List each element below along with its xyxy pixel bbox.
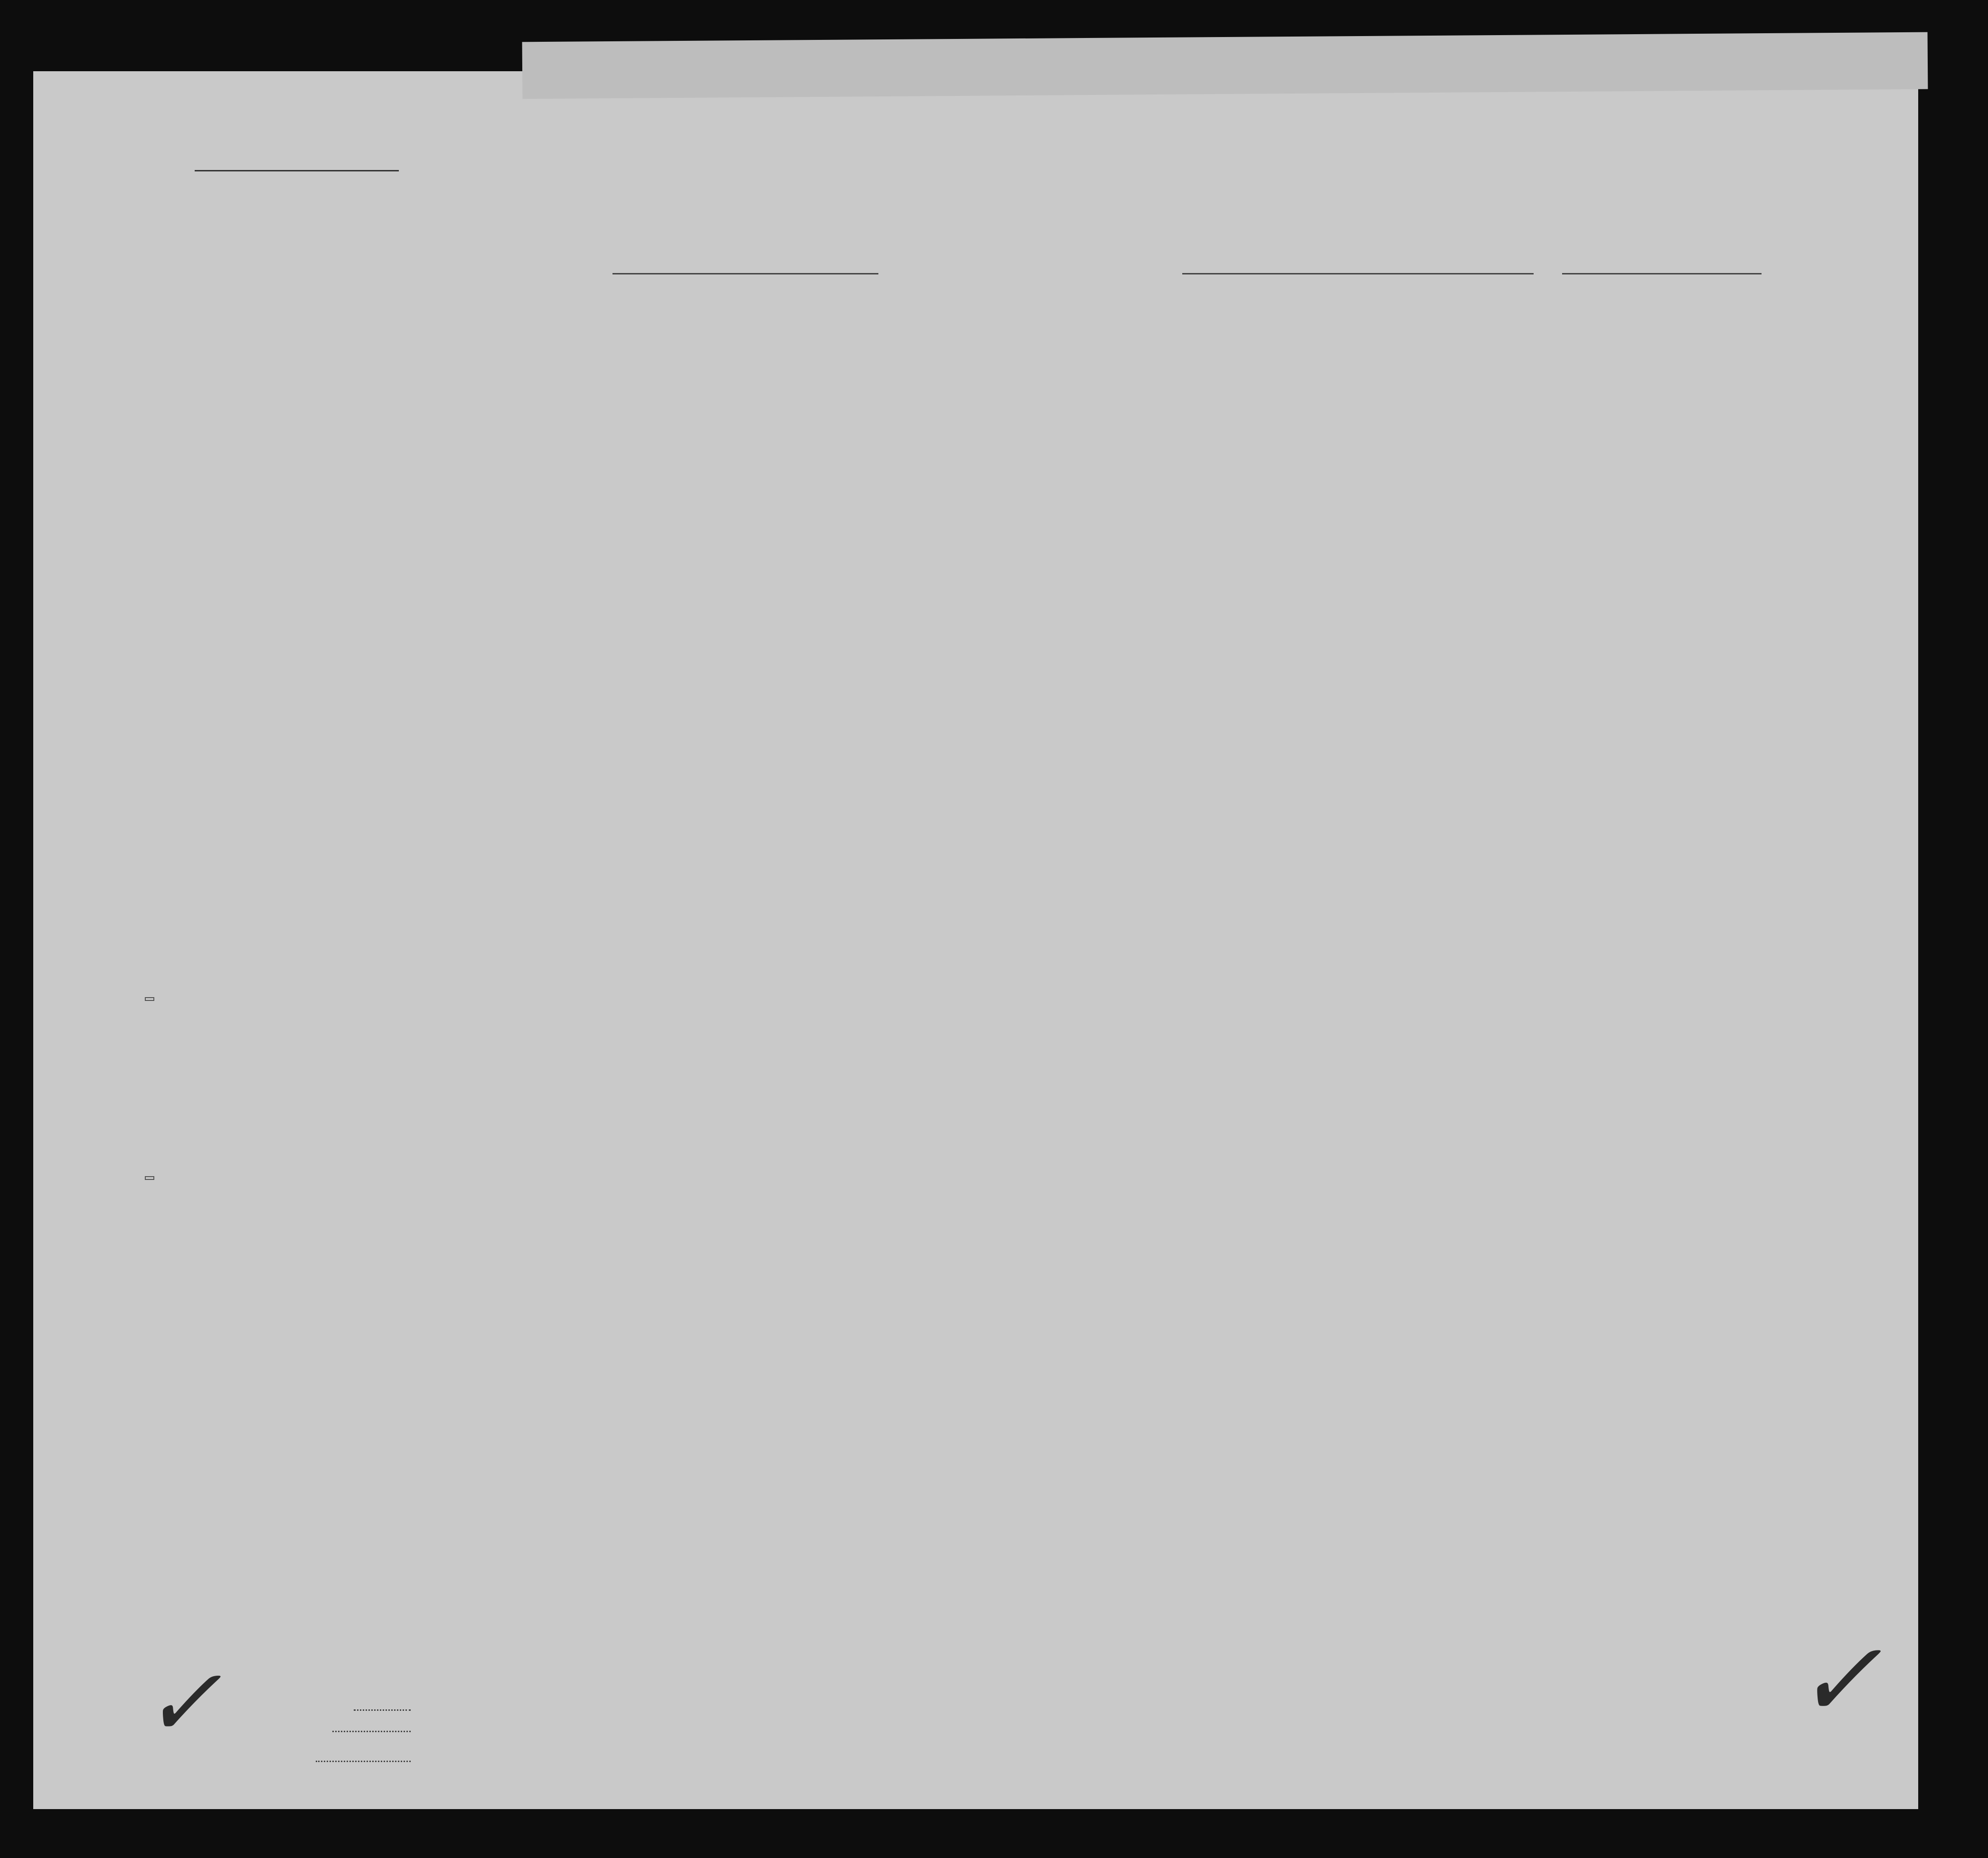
check-mark-left: ✓ bbox=[142, 1648, 222, 1758]
citizens-dots bbox=[332, 1731, 411, 1732]
total-dots bbox=[354, 1709, 411, 1711]
date-line bbox=[1562, 273, 1762, 274]
check-mark-right: ✓ bbox=[1795, 1619, 1883, 1741]
aliens-dots bbox=[316, 1761, 411, 1762]
ship-line bbox=[612, 273, 878, 274]
stamp-under16 bbox=[148, 731, 156, 733]
stamp-exempt bbox=[157, 657, 164, 659]
next-sheet-edge bbox=[522, 32, 1928, 99]
port-line bbox=[1182, 273, 1534, 274]
list-line bbox=[195, 170, 399, 171]
stamp-us-cit-row19 bbox=[145, 1176, 154, 1180]
stamp-us-cit-row14 bbox=[145, 997, 154, 1001]
manifest-sheet bbox=[33, 71, 1918, 1809]
